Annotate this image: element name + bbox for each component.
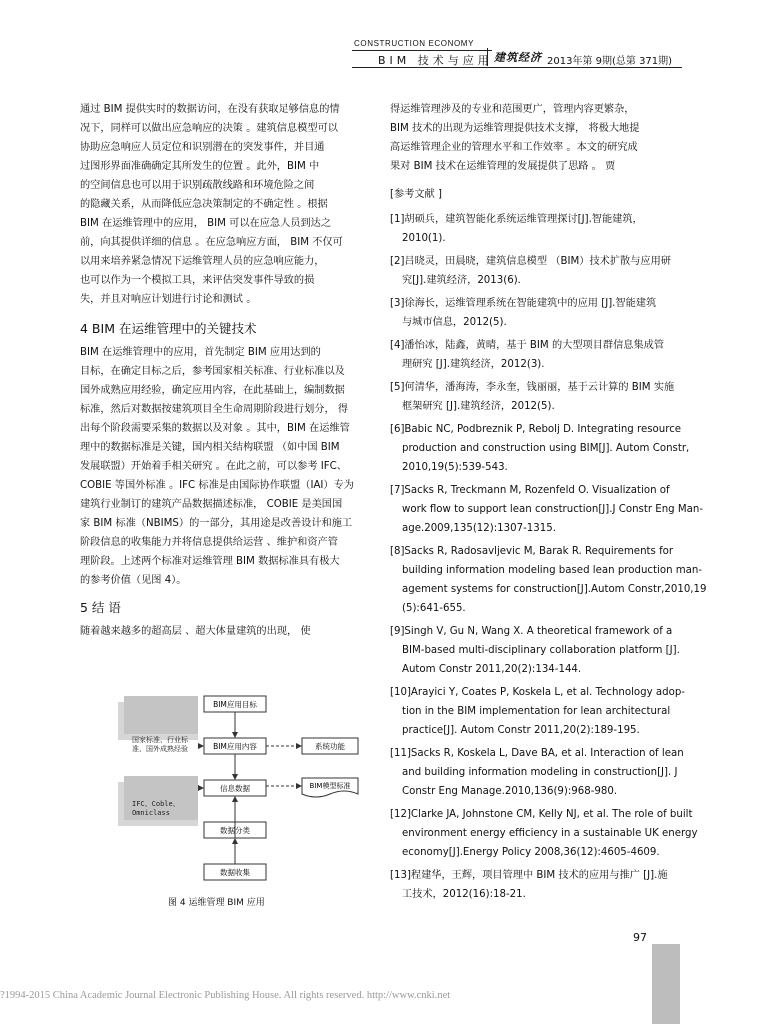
reference-line: [12]Clarke JA, Johnstone CM, Kelly NJ, et al. The role of built	[390, 809, 693, 820]
text-line: COBIE 等国外标准 。IFC 标准是由国际协作联盟（IAI）专为	[80, 480, 354, 491]
reference-line: environment energy efficiency in a sustainable UK energy	[402, 828, 698, 839]
text-line: BIM 在运维管理中的应用，首先制定 BIM 应用达到的	[80, 347, 321, 358]
box-info-data-label: 信息数据	[220, 784, 250, 793]
side2-line2: Omniclass	[132, 809, 170, 817]
reference-line: [2]吕晓灵，田晨晓，建筑信息模型 （BIM）技术扩散与应用研	[390, 256, 671, 267]
reference-line: [10]Arayici Y, Coates P, Koskela L, et al. Technology adop-	[390, 687, 685, 698]
text-line: 标准，然后对数据按建筑项目全生命周期阶段进行划分， 得	[80, 404, 349, 415]
reference-line: [9]Singh V, Gu N, Wang X. A theoretical framework of a	[390, 626, 673, 637]
left-paragraph-conclusion	[80, 622, 372, 641]
text-line: 通过 BIM 提供实时的数据访问，在没有获取足够信息的情	[80, 104, 340, 115]
text-line: 过图形界面准确确定其所发生的位置 。此外，BIM 中	[80, 161, 320, 172]
reference-line: age.2009,135(12):1307-1315.	[402, 523, 556, 534]
figure-4	[118, 690, 390, 886]
reference-line: BIM-based multi-disciplinary collaboration platform [J].	[402, 645, 680, 656]
text-line: 果对 BIM 技术在运维管理的发展提供了思路 。 贾	[390, 161, 616, 172]
header-journal-en: CONSTRUCTION ECONOMY	[354, 39, 474, 48]
reference-line: 究[J].建筑经济，2013(6).	[402, 275, 521, 286]
section-5-title: 5 结 语	[80, 600, 121, 615]
header-rule-bottom	[352, 67, 682, 68]
header-issue: 2013年第 9期(总第 371期)	[547, 56, 673, 67]
box-bim-goal-label: BIM应用目标	[213, 700, 257, 709]
reference-line: economy[J].Energy Policy 2008,36(12):4605-4609.	[402, 847, 660, 858]
header-section: BIM 技术与应用	[378, 54, 493, 67]
reference-line: agement systems for construction[J].Autom Constr,2010,19	[402, 584, 707, 595]
box-system-func-label: 系统功能	[315, 742, 345, 751]
text-line: BIM 在运维管理中的应用， BIM 可以在应急人员到达之	[80, 218, 332, 229]
figure-4-caption: 图 4 运维管理 BIM 应用	[168, 898, 265, 908]
reference-item	[390, 336, 690, 374]
reference-line: [6]Babic NC, Podbreznik P, Rebolj D. Integrating resource	[390, 424, 682, 435]
reference-line: [8]Sacks R, Radosavljevic M, Barak R. Requirements for	[390, 546, 674, 557]
text-line: 也可以作为一个模拟工具，来评估突发事件导致的损	[80, 275, 315, 286]
text-line: 以用来培养紧急情况下运维管理人员的应急响应能力，	[80, 256, 325, 267]
reference-line: Constr Eng Manage.2010,136(9):968-980.	[402, 786, 618, 797]
reference-item	[390, 481, 704, 538]
right-column	[390, 100, 707, 908]
header-separator	[487, 48, 488, 66]
journal-logo: 建筑经济	[494, 51, 542, 64]
reference-line: 框架研究 [J].建筑经济，2012(5).	[402, 401, 555, 412]
text-line: 高运维管理企业的管理水平和工作效率 。本文的研究成	[390, 142, 638, 153]
text-line: 况下，同样可以做出应急响应的决策 。建筑信息模型可以	[80, 123, 338, 134]
reference-line: (5):641-655.	[402, 603, 466, 614]
reference-line: Autom Constr 2011,20(2):134-144.	[402, 664, 582, 675]
reference-line: 理研究 [J].建筑经济，2012(3).	[402, 359, 545, 370]
side1-line1: 国家标准、行业标	[132, 736, 188, 744]
reference-item	[390, 744, 690, 801]
page-number: 97	[633, 931, 647, 944]
reference-item	[390, 683, 690, 740]
reference-line: [11]Sacks R, Koskela L, Dave BA, et al. Interaction of lean	[390, 748, 684, 759]
text-line: 出每个阶段需要采集的数据以及对象 。其中，BIM 在运维管	[80, 423, 350, 434]
reference-line: [1]胡硕兵，建筑智能化系统运维管理探讨[J].智能建筑，	[390, 214, 643, 225]
reference-item	[390, 252, 690, 290]
reference-item	[390, 542, 707, 618]
text-line: 发展联盟）开始着手相关研究 。在此之前，可以参考 IFC、	[80, 461, 347, 472]
text-line: 理中的数据标准是关键，国内相关结构联盟 （如中国 BIM	[80, 442, 340, 453]
reference-line: 2010,19(5):539-543.	[402, 462, 508, 473]
reference-line: 与城市信息，2012(5).	[402, 317, 507, 328]
text-line: 随着越来越多的超高层 、超大体量建筑的出现， 使	[80, 626, 311, 637]
reference-line: work flow to support lean construction[J].J Constr Eng Man-	[402, 504, 704, 515]
text-line: 家 BIM 标准（NBIMS）的一部分，其用途是改善设计和施工	[80, 518, 353, 529]
reference-line: building information modeling based lean production man-	[402, 565, 703, 576]
page-tab-bar	[652, 944, 680, 1024]
reference-item	[390, 378, 690, 416]
reference-line: and building information modeling in construction[J]. J	[402, 767, 678, 778]
text-line: 建筑行业制订的建筑产品数据描述标准， COBIE 是美国国	[80, 499, 343, 510]
text-line: 的空间信息也可以用于识别疏散线路和环境危险之间	[80, 180, 315, 191]
left-column	[80, 100, 372, 641]
references-title: [参考文献 ]	[390, 189, 442, 200]
reference-line: [5]何清华，潘海涛，李永奎，钱丽丽，基于云计算的 BIM 实施	[390, 382, 675, 393]
text-line: 得运维管理涉及的专业和范围更广，管理内容更繁杂，	[390, 104, 635, 115]
reference-item	[390, 805, 698, 862]
reference-item	[390, 420, 690, 477]
text-line: 阶段信息的收集能力并将信息提供给运营 、维护和资产管	[80, 537, 338, 548]
reference-item	[390, 622, 690, 679]
reference-line: [4]潘怡冰，陆鑫，黄晴，基于 BIM 的大型项目群信息集成管	[390, 340, 665, 351]
text-line: 目标，在确定目标之后，参考国家相关标准、行业标准以及	[80, 366, 345, 377]
text-line: 的隐藏关系，从而降低应急决策制定的不确定性 。根据	[80, 199, 328, 210]
reference-line: [7]Sacks R, Treckmann M, Rozenfeld O. Visualization of	[390, 485, 670, 496]
cnki-footer: ?1994-2015 China Academic Journal Electronic Publishing House. All rights reserved. http://www.cnki.net	[0, 990, 451, 1001]
reference-item	[390, 294, 690, 332]
header-rule-top	[352, 50, 492, 51]
box-bim-model-std-label: BIM模型标准	[309, 782, 351, 790]
text-line: 失，并且对响应计划进行讨论和测试 。	[80, 294, 257, 305]
box-data-collect-label: 数据收集	[220, 868, 250, 877]
left-paragraph-emergency	[80, 100, 372, 309]
text-line: 协助应急响应人员定位和识别潜在的突发事件，并目通	[80, 142, 325, 153]
reference-line: 工技术，2012(16):18-21.	[402, 889, 526, 900]
left-paragraph-key-tech	[80, 343, 372, 590]
text-line: BIM 技术的出现为运维管理提供技术支撑， 将极大地提	[390, 123, 640, 134]
reference-item	[390, 210, 690, 248]
side-box-standards-shade	[124, 696, 198, 734]
box-data-class-label: 数据分类	[220, 826, 250, 835]
right-paragraph-conclusion	[390, 100, 690, 176]
figure-4-diagram	[118, 690, 390, 886]
text-line: 理阶段。上述两个标准对运维管理 BIM 数据标准具有极大	[80, 556, 340, 567]
side1-line2: 准、国外成熟经验	[132, 745, 188, 753]
reference-line: [13]程建华，王辉，项目管理中 BIM 技术的应用与推广 [J].施	[390, 870, 668, 881]
reference-line: [3]徐海长，运维管理系统在智能建筑中的应用 [J].智能建筑	[390, 298, 657, 309]
reference-line: production and construction using BIM[J]. Autom Constr,	[402, 443, 690, 454]
reference-line: 2010(1).	[402, 233, 446, 244]
text-line: 国外成熟应用经验，确定应用内容，在此基础上，编制数据	[80, 385, 345, 396]
box-bim-content-label: BIM应用内容	[213, 742, 257, 751]
reference-item	[390, 866, 690, 904]
text-line: 前，向其提供详细的信息 。在应急响应方面， BIM 不仅可	[80, 237, 343, 248]
reference-line: tion in the BIM implementation for lean architectural	[402, 706, 671, 717]
side2-line1: IFC、Coble、	[132, 800, 180, 808]
reference-line: practice[J]. Autom Constr 2011,20(2):189-195.	[402, 725, 640, 736]
section-4-title: 4 BIM 在运维管理中的关键技术	[80, 321, 257, 336]
reference-list	[390, 210, 707, 904]
text-line: 的参考价值（见图 4）。	[80, 575, 187, 586]
